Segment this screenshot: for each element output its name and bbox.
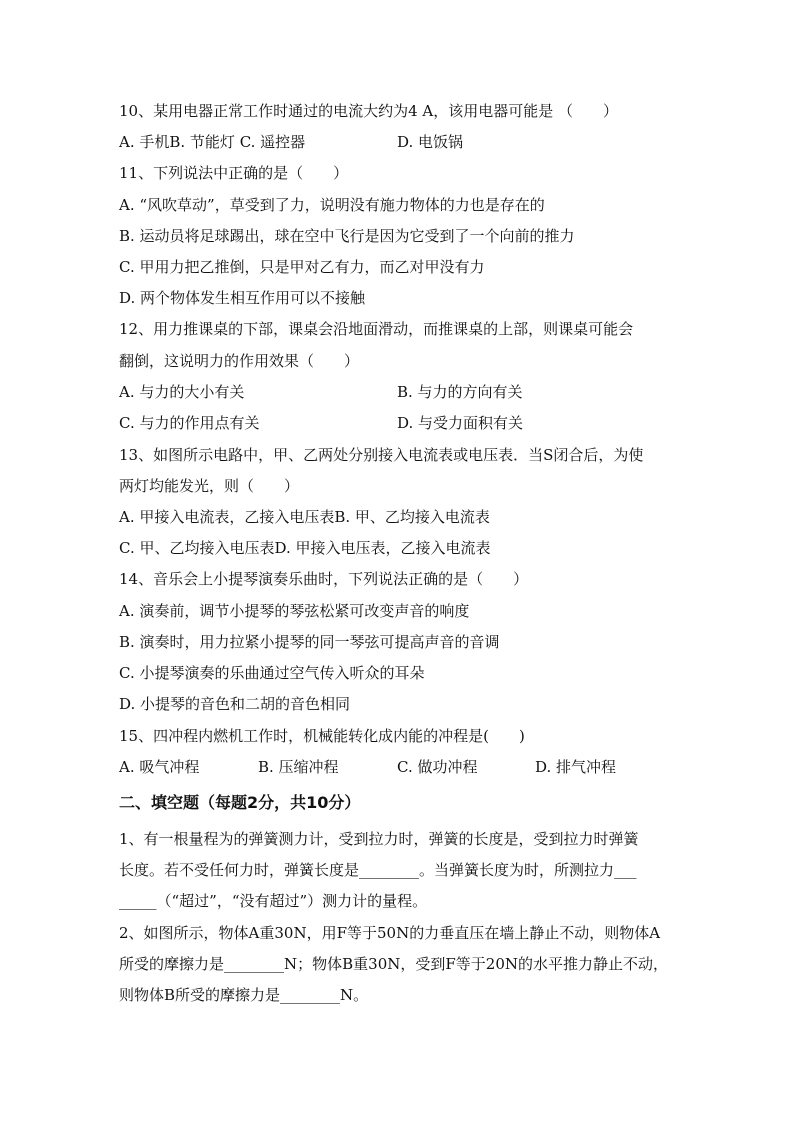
q12-option-d: D. 与受力面积有关: [397, 414, 524, 432]
q11-stem: 11、下列说法中正确的是（ ）: [119, 164, 349, 182]
f2-line2: 所受的摩擦力是________N；物体B重30N，受到F等于20N的水平推力静止不动，: [119, 955, 668, 973]
q11-option-d: D. 两个物体发生相互作用可以不接触: [119, 289, 366, 307]
q11-option-b: B. 运动员将足球踢出，球在空中飞行是因为它受到了一个向前的推力: [119, 227, 575, 245]
q15-stem: 15、四冲程内燃机工作时，机械能转化成内能的冲程是( ): [119, 727, 525, 745]
f1-line3: _____（“超过”，“没有超过”）测力计的量程。: [119, 892, 428, 910]
q12-stem-line2: 翻倒，这说明力的作用效果（ ）: [119, 352, 360, 370]
q12-option-c: C. 与力的作用点有关: [119, 414, 260, 432]
f1-line1: 1、有一根量程为的弹簧测力计，受到拉力时，弹簧的长度是，受到拉力时弹簧: [119, 830, 639, 848]
q13-stem-line1: 13、如图所示电路中，甲、乙两处分别接入电流表或电压表．当S闭合后，为使: [119, 446, 644, 464]
q15-option-b: B. 压缩冲程: [258, 758, 339, 776]
f2-line1: 2、如图所示，物体A重30N，用F等于50N的力垂直压在墙上静止不动，则物体A: [119, 924, 661, 942]
q15-option-c: C. 做功冲程: [397, 758, 478, 776]
q14-stem: 14、音乐会上小提琴演奏乐曲时，下列说法正确的是（ ）: [119, 570, 529, 588]
q13-options-ab: A. 甲接入电流表，乙接入电压表B. 甲、乙均接入电流表: [119, 508, 490, 526]
q10-option-d: D. 电饭锅: [397, 133, 464, 151]
q12-option-a: A. 与力的大小有关: [119, 383, 245, 401]
q11-option-a: A. “风吹草动”，草受到了力，说明没有施力物体的力也是存在的: [119, 196, 545, 214]
f1-line2: 长度。若不受任何力时，弹簧长度是________。当弹簧长度为时，所测拉力___: [119, 861, 637, 879]
q14-option-c: C. 小提琴演奏的乐曲通过空气传入听众的耳朵: [119, 664, 425, 682]
q13-stem-line2: 两灯均能发光，则（ ）: [119, 477, 300, 495]
q13-options-cd: C. 甲、乙均接入电压表D. 甲接入电压表，乙接入电流表: [119, 539, 491, 557]
q12-option-b: B. 与力的方向有关: [397, 383, 523, 401]
q11-option-c: C. 甲用力把乙推倒，只是甲对乙有力，而乙对甲没有力: [119, 258, 485, 276]
q15-option-d: D. 排气冲程: [535, 758, 617, 776]
section-heading-fill-in: 二、填空题（每题2分，共10分）: [119, 793, 361, 812]
q10-options-abc: A. 手机B. 节能灯 C. 遥控器: [119, 133, 306, 151]
f2-line3: 则物体B所受的摩擦力是________N。: [119, 986, 369, 1004]
q12-stem-line1: 12、用力推课桌的下部，课桌会沿地面滑动，而推课桌的上部，则课桌可能会: [119, 320, 634, 338]
q10-stem: 10、某用电器正常工作时通过的电流大约为4 A，该用电器可能是 （ ）: [119, 102, 619, 120]
q14-option-b: B. 演奏时，用力拉紧小提琴的同一琴弦可提高声音的音调: [119, 633, 500, 651]
q14-option-a: A. 演奏前，调节小提琴的琴弦松紧可改变声音的响度: [119, 602, 470, 620]
q15-option-a: A. 吸气冲程: [119, 758, 200, 776]
q14-option-d: D. 小提琴的音色和二胡的音色相同: [119, 695, 351, 713]
